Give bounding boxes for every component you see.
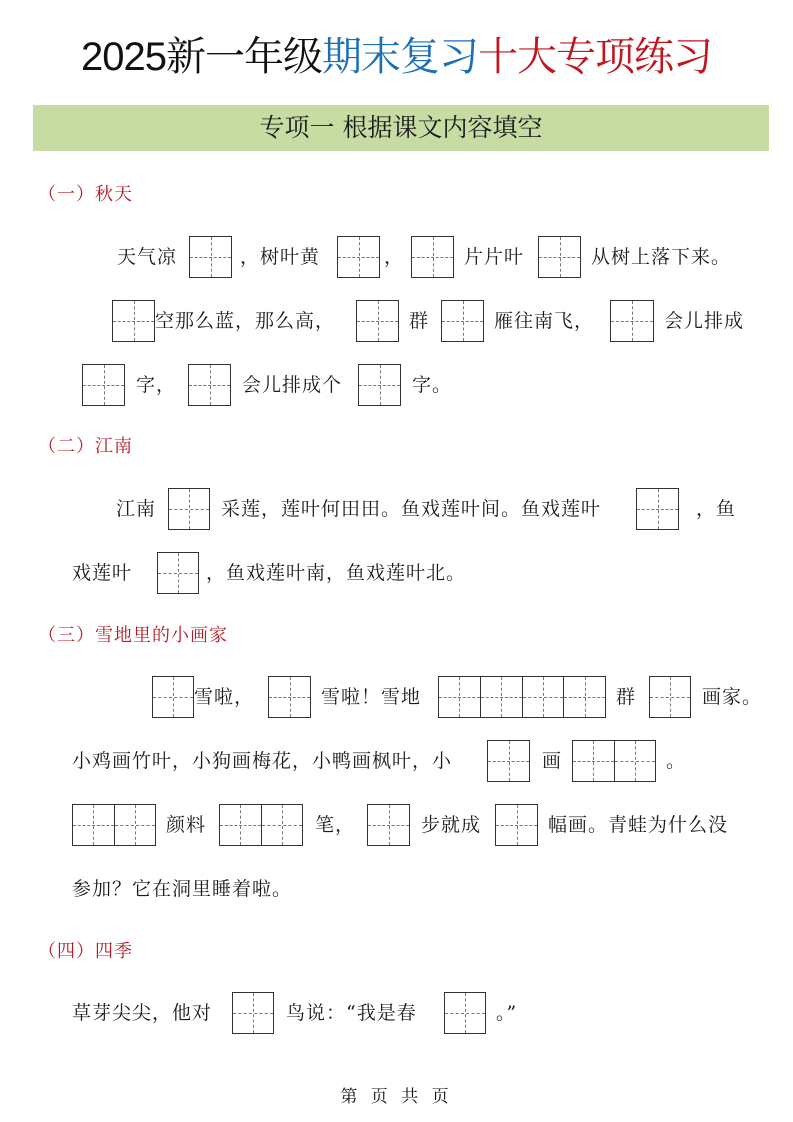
text: 字， bbox=[136, 374, 177, 396]
answer-box[interactable] bbox=[610, 300, 654, 342]
text: 雪啦， bbox=[194, 686, 255, 708]
text: 群 bbox=[409, 310, 430, 332]
text: 会儿排成 bbox=[664, 310, 745, 332]
text: 小鸡画竹叶，小狗画梅花，小鸭画枫叶，小 bbox=[72, 750, 453, 772]
text: 空那么蓝，那么高， bbox=[155, 310, 336, 332]
answer-box[interactable] bbox=[152, 676, 194, 718]
answer-box[interactable] bbox=[356, 300, 399, 342]
answer-box-4[interactable] bbox=[438, 676, 606, 718]
text: 鸟说：“我是春 bbox=[286, 1002, 417, 1024]
section-heading-jiangnan: （二）江南 bbox=[38, 436, 133, 457]
text: 采莲，莲叶何田田。鱼戏莲叶间。鱼戏莲叶 bbox=[221, 498, 602, 520]
title-part-topics: 十大专项练习 bbox=[477, 35, 712, 79]
page-title bbox=[0, 32, 793, 82]
answer-box[interactable] bbox=[367, 804, 410, 846]
text: 颜料 bbox=[166, 814, 207, 836]
topic-banner: 专项一 根据课文内容填空 bbox=[33, 105, 769, 151]
text: 字。 bbox=[412, 374, 453, 396]
answer-box[interactable] bbox=[538, 236, 581, 278]
text: 草芽尖尖，他对 bbox=[72, 1002, 213, 1024]
text: ，鱼 bbox=[696, 498, 737, 520]
text: 会儿排成个 bbox=[242, 374, 343, 396]
answer-box-2[interactable] bbox=[572, 740, 656, 782]
answer-box[interactable] bbox=[358, 364, 401, 406]
text: 。 bbox=[666, 750, 687, 772]
title-part-grade: 2025新一年级 bbox=[81, 35, 322, 79]
answer-box[interactable] bbox=[411, 236, 454, 278]
answer-box-2[interactable] bbox=[72, 804, 156, 846]
text: 从树上落下来。 bbox=[591, 246, 732, 268]
answer-box[interactable] bbox=[444, 992, 486, 1034]
text: 。” bbox=[496, 1002, 518, 1024]
section-heading-little-painters: （三）雪地里的小画家 bbox=[38, 625, 228, 646]
answer-box[interactable] bbox=[168, 488, 210, 530]
answer-box[interactable] bbox=[112, 300, 155, 342]
answer-box[interactable] bbox=[232, 992, 274, 1034]
answer-box[interactable] bbox=[157, 552, 199, 594]
answer-box[interactable] bbox=[487, 740, 530, 782]
text: ， bbox=[384, 246, 405, 268]
text: 戏莲叶 bbox=[72, 562, 133, 584]
answer-box[interactable] bbox=[636, 488, 679, 530]
text: 雁往南飞， bbox=[494, 310, 595, 332]
section-heading-autumn: （一）秋天 bbox=[38, 184, 133, 205]
answer-box[interactable] bbox=[441, 300, 484, 342]
text: 雪啦！雪地 bbox=[321, 686, 422, 708]
answer-box[interactable] bbox=[337, 236, 380, 278]
text: 幅画。青蛙为什么没 bbox=[548, 814, 729, 836]
answer-box[interactable] bbox=[268, 676, 311, 718]
text: 画 bbox=[542, 750, 563, 772]
text: ，树叶黄 bbox=[240, 246, 321, 268]
answer-box[interactable] bbox=[82, 364, 125, 406]
text: 天气凉 bbox=[117, 246, 178, 268]
page-footer: 第 页 共 页 bbox=[340, 1087, 453, 1107]
text: 笔， bbox=[315, 814, 356, 836]
answer-box-2[interactable] bbox=[219, 804, 303, 846]
answer-box[interactable] bbox=[188, 364, 231, 406]
text: 群 bbox=[616, 686, 637, 708]
section-heading-four-seasons: （四）四季 bbox=[38, 941, 133, 962]
answer-box[interactable] bbox=[189, 236, 232, 278]
answer-box[interactable] bbox=[495, 804, 538, 846]
text: ，鱼戏莲叶南，鱼戏莲叶北。 bbox=[206, 562, 467, 584]
text: 参加？它在洞里睡着啦。 bbox=[72, 878, 293, 900]
answer-box[interactable] bbox=[649, 676, 691, 718]
text: 画家。 bbox=[702, 686, 763, 708]
title-part-review: 期末复习 bbox=[321, 35, 478, 79]
text: 江南 bbox=[116, 498, 157, 520]
text: 步就成 bbox=[421, 814, 482, 836]
text: 片片叶 bbox=[464, 246, 525, 268]
